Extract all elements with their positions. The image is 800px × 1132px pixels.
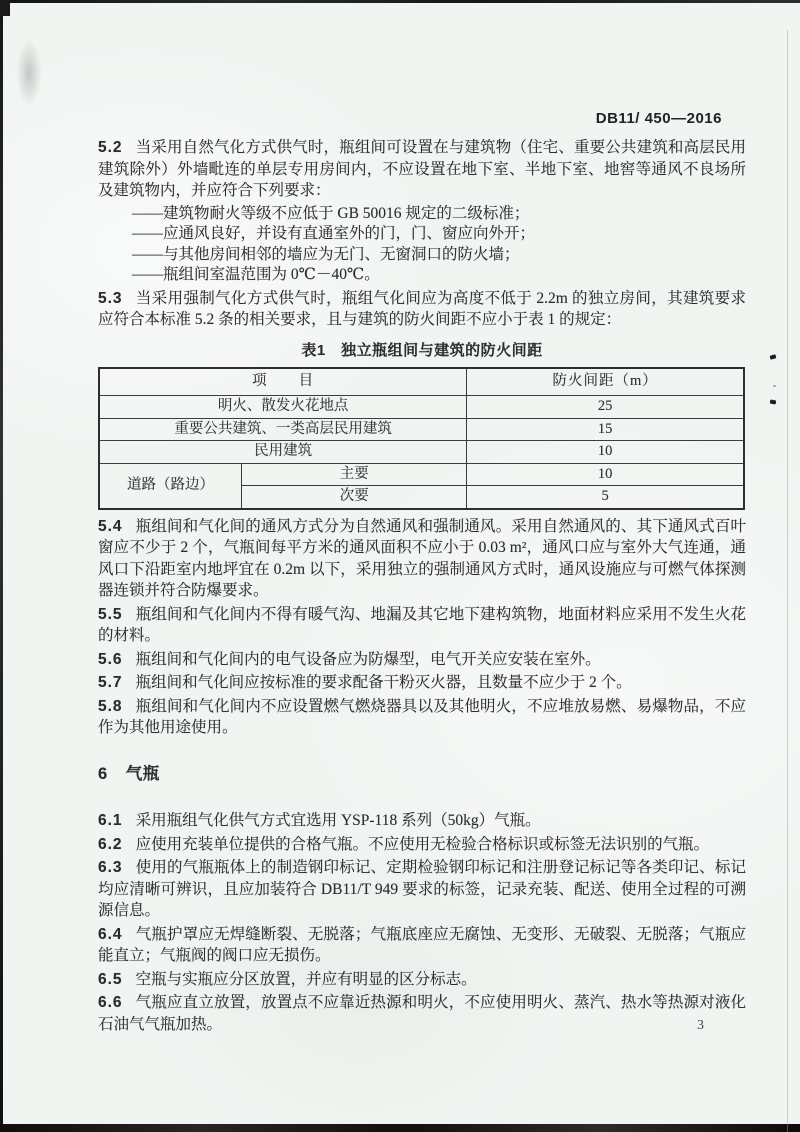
clause-5-2-dash-list — [98, 204, 746, 286]
clause-6-1-number: 6.1 — [98, 812, 123, 829]
table-header-row — [99, 368, 744, 396]
scan-speck — [770, 400, 777, 405]
clause-5-3-number: 5.3 — [98, 289, 123, 307]
document-body — [98, 137, 746, 1037]
clause-6-5-number: 6.5 — [98, 970, 123, 988]
table-cell-road-type: 主要 — [242, 463, 467, 486]
clause-5-7-number: 5.7 — [98, 674, 123, 691]
table-cell-value: 10 — [467, 441, 744, 464]
clause-6-5-text: 空瓶与实瓶应分区放置，并应有明显的区分标志。 — [135, 970, 477, 988]
clause-5-5 — [98, 604, 746, 647]
clause-6-3-number: 6.3 — [98, 859, 123, 876]
clause-6-2-text: 应使用充装单位提供的合格气瓶。不应使用无检验合格标识或标签无法识别的气瓶。 — [135, 835, 710, 853]
clause-6-1-text: 采用瓶组气化供气方式宜选用 YSP-118 系列（50kg）气瓶。 — [135, 812, 541, 829]
section-6-heading — [98, 764, 746, 786]
clause-5-3-text: 当采用强制气化方式供气时，瓶组气化间应为高度不低于 2.2m 的独立房间，其建筑要求应符合本标准 5.2 条的相关要求，且与建筑的防火间距不应小于表 1 的规定： — [98, 289, 746, 328]
scan-edge-bottom — [0, 1124, 800, 1132]
clause-5-8-number: 5.8 — [98, 697, 123, 715]
table-row — [99, 441, 744, 464]
clause-5-6-text: 瓶组间和气化间内的电气设备应为防爆型，电气开关应安装在室外。 — [135, 650, 601, 668]
table-header-item: 项 目 — [99, 368, 467, 396]
dash-item-ventilation: ——应通风良好，并设有直通室外的门，门、窗应向外开； — [132, 225, 536, 242]
clause-5-4-text: 瓶组间和气化间的通风方式分为自然通风和强制通风。采用自然通风的、其下通风式百叶窗应不少于 2 个，气瓶间每平方米的通风面积不应小于 0.03 m²，通风口应与室外大气连通，通风口下沿距室内地坪宜在 0.2m 以下，采用独立的强制通风方式时，通风设施应与可燃气体探测器连锁并符合防爆要求。 — [98, 517, 746, 599]
paper-edge-right — [787, 30, 788, 1132]
clause-6-6-text: 气瓶应直立放置，放置点不应靠近热源和明火，不应使用明火、蒸汽、热水等热源对液化石油气气瓶加热。 — [98, 994, 746, 1033]
dash-item-temperature: ——瓶组间室温范围为 0℃－40℃。 — [132, 266, 380, 283]
scan-speck — [773, 385, 776, 387]
table-header-distance: 防火间距（m） — [467, 368, 744, 396]
clause-5-2 — [98, 137, 746, 202]
table-cell-item: 民用建筑 — [99, 441, 467, 464]
clause-5-7-text: 瓶组间和气化间应按标准的要求配备干粉灭火器，且数量不应少于 2 个。 — [135, 674, 632, 691]
table-cell-value: 25 — [467, 396, 744, 419]
table-row-road-main — [99, 463, 744, 486]
dash-item-firewall: ——与其他房间相邻的墙应为无门、无窗洞口的防火墙； — [132, 245, 520, 263]
scan-speck — [770, 354, 777, 359]
clause-6-3 — [98, 857, 746, 922]
scan-edge-left — [0, 0, 3, 1132]
clause-6-5 — [98, 969, 746, 991]
clause-5-6 — [98, 649, 746, 671]
table-cell-item: 明火、散发火花地点 — [99, 396, 467, 419]
table-row — [99, 418, 744, 441]
scan-edge-top — [0, 0, 800, 3]
section-6-title: 气瓶 — [125, 764, 160, 783]
standard-code-header: DB11/ 450—2016 — [595, 110, 722, 127]
table-1-title: 表1 独立瓶组间与建筑的防火间距 — [301, 341, 543, 359]
clause-5-7 — [98, 672, 746, 694]
clause-5-8-text: 瓶组间和气化间内不应设置燃气燃烧器具以及其他明火，不应堆放易燃、易爆物品，不应作为其他用途使用。 — [98, 697, 746, 736]
dash-item-fire-rating: ——建筑物耐火等级不应低于 GB 50016 规定的二级标准； — [132, 204, 530, 222]
clause-6-3-text: 使用的气瓶瓶体上的制造钢印标记、定期检验钢印标记和注册登记标记等各类印记、标记均应清晰可辨识，且应加装符合 DB11/T 949 要求的标签，记录充装、配送、使用全过程的可溯源信息。 — [98, 859, 746, 919]
clause-5-2-text: 当采用自然气化方式供气时，瓶组间可设置在与建筑物（住宅、重要公共建筑和高层民用建筑除外）外墙毗连的单层专用房间内，不应设置在地下室、半地下室、地窖等通风不良场所及建筑物内，并应符合下列要求： — [98, 139, 746, 199]
clause-6-4-text: 气瓶护罩应无焊缝断裂、无脱落；气瓶底座应无腐蚀、无变形、无破裂、无脱落；气瓶应能直立；气瓶阀的阀口应无损伤。 — [98, 925, 746, 964]
table-row — [99, 396, 744, 419]
table-fire-separation — [98, 367, 745, 510]
scan-smudge — [12, 28, 46, 118]
scan-corner-mark — [0, 0, 10, 16]
clause-6-6-number: 6.6 — [98, 994, 123, 1011]
table-cell-road-label: 道路（路边） — [99, 463, 242, 509]
clause-5-4-number: 5.4 — [98, 517, 123, 535]
clause-5-6-number: 5.6 — [98, 650, 123, 668]
clause-6-4-number: 6.4 — [98, 925, 123, 943]
clause-5-4 — [98, 516, 746, 602]
table-cell-value: 5 — [467, 486, 744, 509]
clause-5-5-text: 瓶组间和气化间内不得有暖气沟、地漏及其它地下建构筑物，地面材料应采用不发生火花的材料。 — [98, 605, 746, 644]
clause-6-2-number: 6.2 — [98, 835, 123, 853]
page-number: 3 — [697, 1018, 704, 1033]
table-cell-value: 10 — [467, 463, 744, 486]
clause-5-3 — [98, 288, 746, 331]
table-cell-road-type: 次要 — [242, 486, 467, 509]
clause-6-6 — [98, 992, 746, 1035]
clause-5-8 — [98, 696, 746, 739]
clause-5-5-number: 5.5 — [98, 605, 123, 623]
clause-5-2-number: 5.2 — [98, 139, 123, 156]
clause-6-2 — [98, 834, 746, 856]
clause-6-1 — [98, 810, 746, 832]
table-cell-item: 重要公共建筑、一类高层民用建筑 — [99, 418, 467, 441]
clause-6-4 — [98, 924, 746, 967]
section-6-number: 6 — [98, 764, 108, 783]
table-cell-value: 15 — [467, 418, 744, 441]
